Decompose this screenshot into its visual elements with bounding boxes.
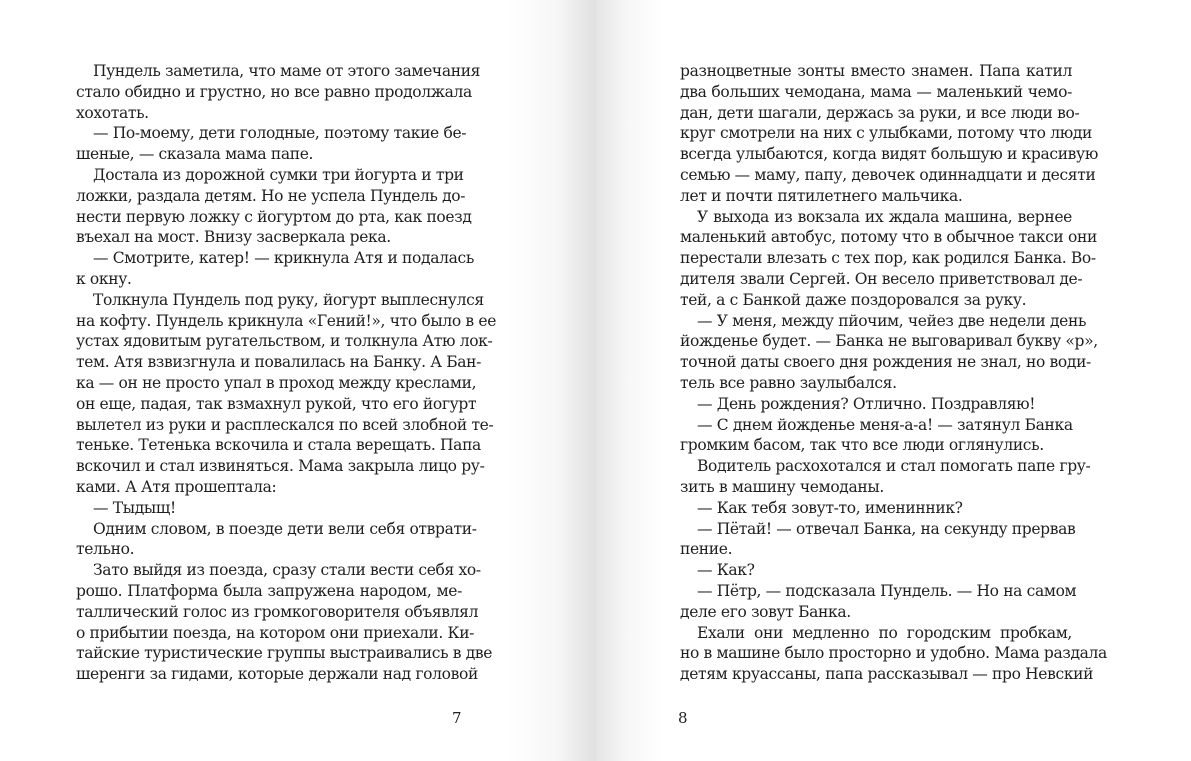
text-line: разноцветные зонты вместо знамен. Папа катил bbox=[680, 62, 1072, 80]
text-line: Водитель расхохотался и стал помогать папе гру- bbox=[697, 457, 1091, 476]
text-line: но в машине было просторно и удобно. Мама раздала bbox=[680, 644, 1107, 663]
text-line: вылетел из руки и расплескался по всей злобной те- bbox=[76, 415, 494, 434]
text-line: йожденье будет. — Банка не выговаривал букву «р», bbox=[680, 332, 1098, 351]
text-line: деле его зовут Банка. bbox=[680, 602, 851, 621]
text-line: — Смотрите, катер! — крикнула Атя и подалась bbox=[93, 249, 474, 268]
text-line: Достала из дорожной сумки три йогурта и три bbox=[93, 165, 464, 184]
page-number: 7 bbox=[452, 709, 462, 727]
text-line: он еще, падая, так взмахнул рукой, что его йогурт bbox=[76, 394, 477, 413]
text-line: — Как? bbox=[697, 561, 755, 580]
text-line: — С днем йожденье меня-а-а! — затянул Банка bbox=[697, 415, 1073, 434]
text-line: перестали влезать с тех пор, как родился Банка. Во- bbox=[680, 249, 1096, 268]
text-line: У выхода из вокзала их ждала машина, вернее bbox=[697, 207, 1072, 226]
text-line: — Пётр, — подсказала Пундель. — Но на самом bbox=[697, 581, 1077, 600]
text-line: всегда улыбаются, когда видят большую и красивую bbox=[680, 145, 1098, 164]
left-page-text bbox=[76, 61, 497, 685]
text-line: громким басом, так что все люди оглянулись. bbox=[680, 436, 1044, 455]
text-line: таллический голос из громкоговорителя объявлял bbox=[76, 602, 479, 621]
text-line: тей, а с Банкой даже поздоровался за руку. bbox=[680, 290, 1027, 309]
text-line: устах ядовитым ругательством, и толкнула Атю лок- bbox=[76, 332, 493, 351]
text-line: тем. Атя взвизгнула и повалилась на Банку. А Бан- bbox=[76, 353, 481, 372]
text-line: Толкнула Пундель под руку, йогурт выплеснулся bbox=[93, 290, 484, 309]
text-line: тельно. bbox=[76, 540, 135, 559]
text-line: пение. bbox=[680, 540, 733, 559]
text-line: Зато выйдя из поезда, сразу стали вести себя хо- bbox=[93, 561, 481, 580]
text-line: Одним словом, в поезде дети вели себя отврати- bbox=[93, 519, 477, 538]
text-line: тайские туристические группы выстраивались в две bbox=[76, 644, 493, 663]
text-line: шеные, — сказала мама папе. bbox=[76, 145, 314, 164]
text-line: семью — маму, папу, девочек одиннадцати и десяти bbox=[680, 165, 1096, 184]
text-line: стало обидно и грустно, но все равно продолжала bbox=[76, 82, 472, 101]
text-line: дан, дети шагали, держась за руки, и все люди во- bbox=[680, 103, 1080, 122]
text-line: детям круассаны, папа рассказывал — про Невский bbox=[680, 665, 1094, 684]
text-line: — День рождения? Отлично. Поздравляю! bbox=[697, 394, 1036, 413]
text-line: зить в машину чемоданы. bbox=[680, 477, 884, 496]
gutter-shadow bbox=[506, 0, 596, 761]
text-line: ложки, раздала детям. Но не успела Пундель до- bbox=[76, 186, 466, 205]
right-page-text bbox=[680, 61, 1107, 685]
text-line: — Тыдыщ! bbox=[93, 498, 176, 517]
text-line: — У меня, между пйочим, чейез две недели день bbox=[697, 311, 1087, 330]
text-line: теньке. Тетенька вскочила и стала верещать. Папа bbox=[76, 436, 481, 455]
text-line: ками. А Атя прошептала: bbox=[76, 477, 277, 496]
text-line: нести первую ложку с йогуртом до рта, как поезд bbox=[76, 207, 472, 226]
text-line: ка — он не просто упал в проход между креслами, bbox=[76, 373, 477, 392]
text-line: на кофту. Пундель крикнула «Гений!», что было в ее bbox=[76, 311, 497, 330]
text-line: — Как тебя зовут-то, именинник? bbox=[697, 498, 963, 517]
text-line: вскочил и стал извиняться. Мама закрыла лицо ру- bbox=[76, 457, 485, 476]
text-line: маленький автобус, потому что в обычное такси они bbox=[680, 228, 1097, 247]
text-line: круг смотрели на них с улыбками, потому что люди bbox=[680, 124, 1093, 143]
text-line: о прибытии поезда, на котором они приехали. Ки- bbox=[76, 623, 475, 642]
text-line: рошо. Платформа была запружена народом, ме- bbox=[76, 581, 462, 600]
text-line: к окну. bbox=[76, 269, 132, 288]
text-line: Пундель заметила, что маме от этого замечания bbox=[93, 62, 481, 80]
page-number: 8 bbox=[678, 709, 688, 727]
text-line: точной даты своего дня рождения не знал, но води- bbox=[680, 353, 1091, 372]
text-line: два больших чемодана, мама — маленький чемо- bbox=[680, 82, 1072, 101]
text-line: — По-моему, дети голодные, поэтому такие бе- bbox=[93, 124, 467, 143]
text-line: тель все равно заулыбался. bbox=[680, 373, 897, 392]
text-line: лет и почти пятилетнего мальчика. bbox=[680, 186, 963, 205]
text-line: — Пётай! — отвечал Банка, на секунду прервав bbox=[697, 519, 1076, 538]
text-line: дителя звали Сергей. Он весело приветствовал де- bbox=[680, 269, 1083, 288]
text-line: шеренги за гидами, которые держали над головой bbox=[76, 665, 478, 684]
text-line: хохотать. bbox=[76, 103, 149, 122]
text-line: въехал на мост. Внизу засверкала река. bbox=[76, 228, 391, 247]
gutter-shadow bbox=[596, 0, 666, 761]
text-line: Ехали они медленно по городским пробкам, bbox=[697, 623, 1072, 642]
